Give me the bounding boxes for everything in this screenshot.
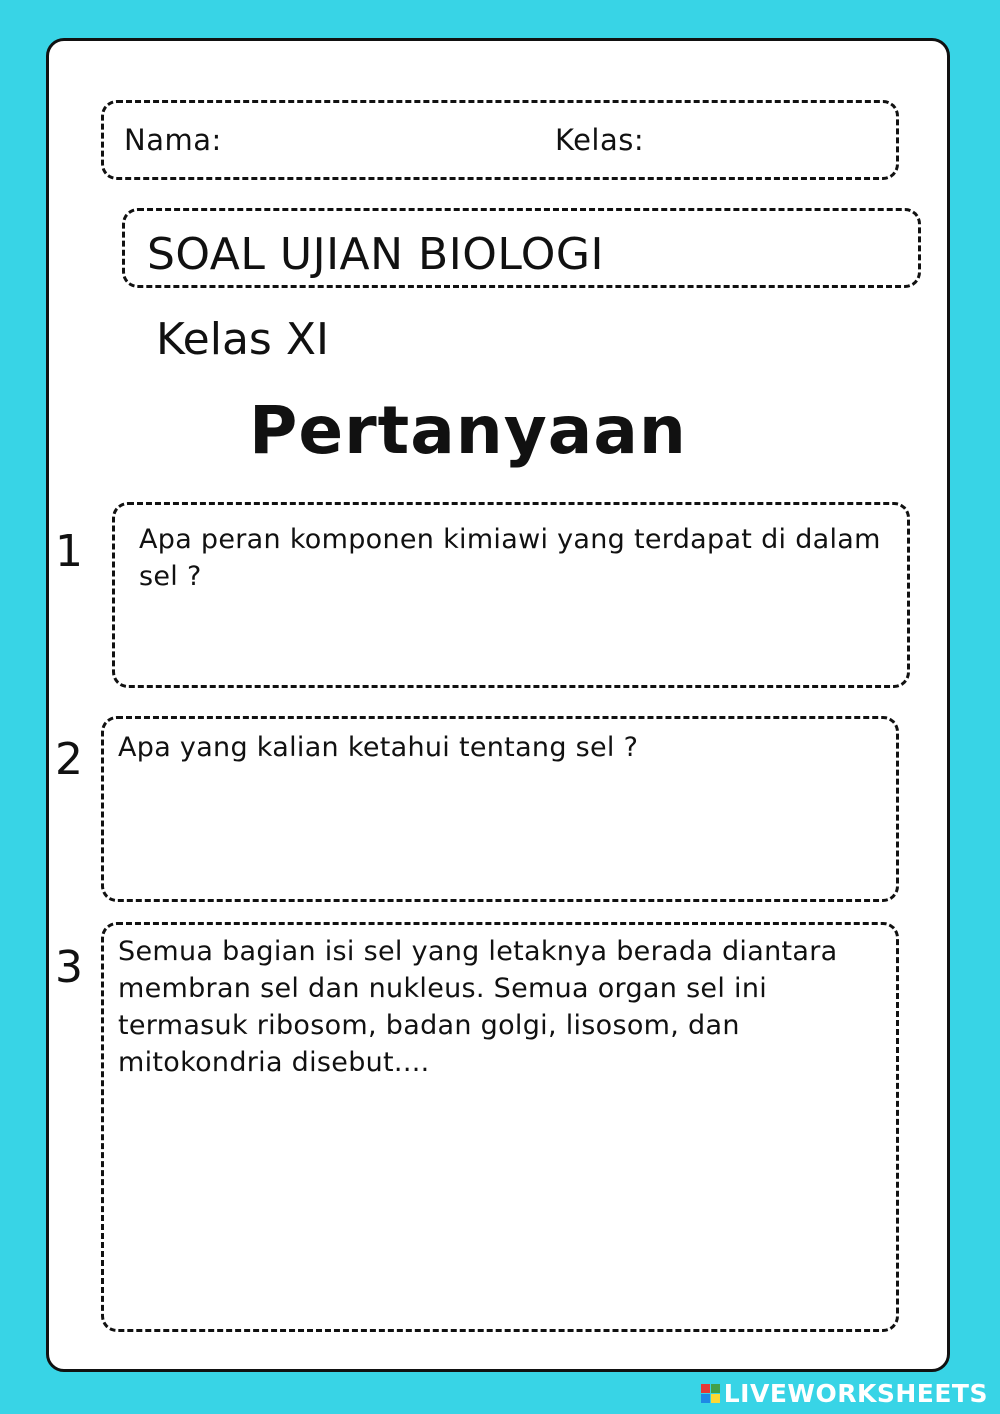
logo-square <box>711 1394 720 1403</box>
title-box <box>122 208 921 288</box>
question-text: Semua bagian isi sel yang letaknya berada diantara membran sel dan nukleus. Semua organ sel ini termasuk ribosom, badan golgi, lisosom, dan mitokondria disebut.... <box>118 936 838 1078</box>
logo-square <box>701 1384 710 1393</box>
question-box-1[interactable] <box>112 502 910 688</box>
question-box-3[interactable] <box>101 922 899 1332</box>
question-number: 1 <box>55 526 83 577</box>
class-label: Kelas: <box>555 123 645 157</box>
logo-square <box>711 1384 720 1393</box>
liveworksheets-logo-icon <box>701 1384 720 1403</box>
exam-title: SOAL UJIAN BIOLOGI <box>147 229 604 280</box>
question-text: Apa yang kalian ketahui tentang sel ? <box>118 732 639 763</box>
student-info-box <box>101 100 899 180</box>
name-label: Nama: <box>124 123 222 157</box>
questions-heading: Pertanyaan <box>249 392 687 469</box>
class-subtitle: Kelas XI <box>156 314 329 365</box>
watermark-text: LIVEWORKSHEETS <box>723 1379 988 1408</box>
question-box-2[interactable] <box>101 716 899 902</box>
question-number: 2 <box>55 734 83 785</box>
logo-square <box>701 1394 710 1403</box>
question-number: 3 <box>55 942 83 993</box>
liveworksheets-watermark <box>701 1379 988 1408</box>
question-text: Apa peran komponen kimiawi yang terdapat di dalam sel ? <box>139 524 881 592</box>
